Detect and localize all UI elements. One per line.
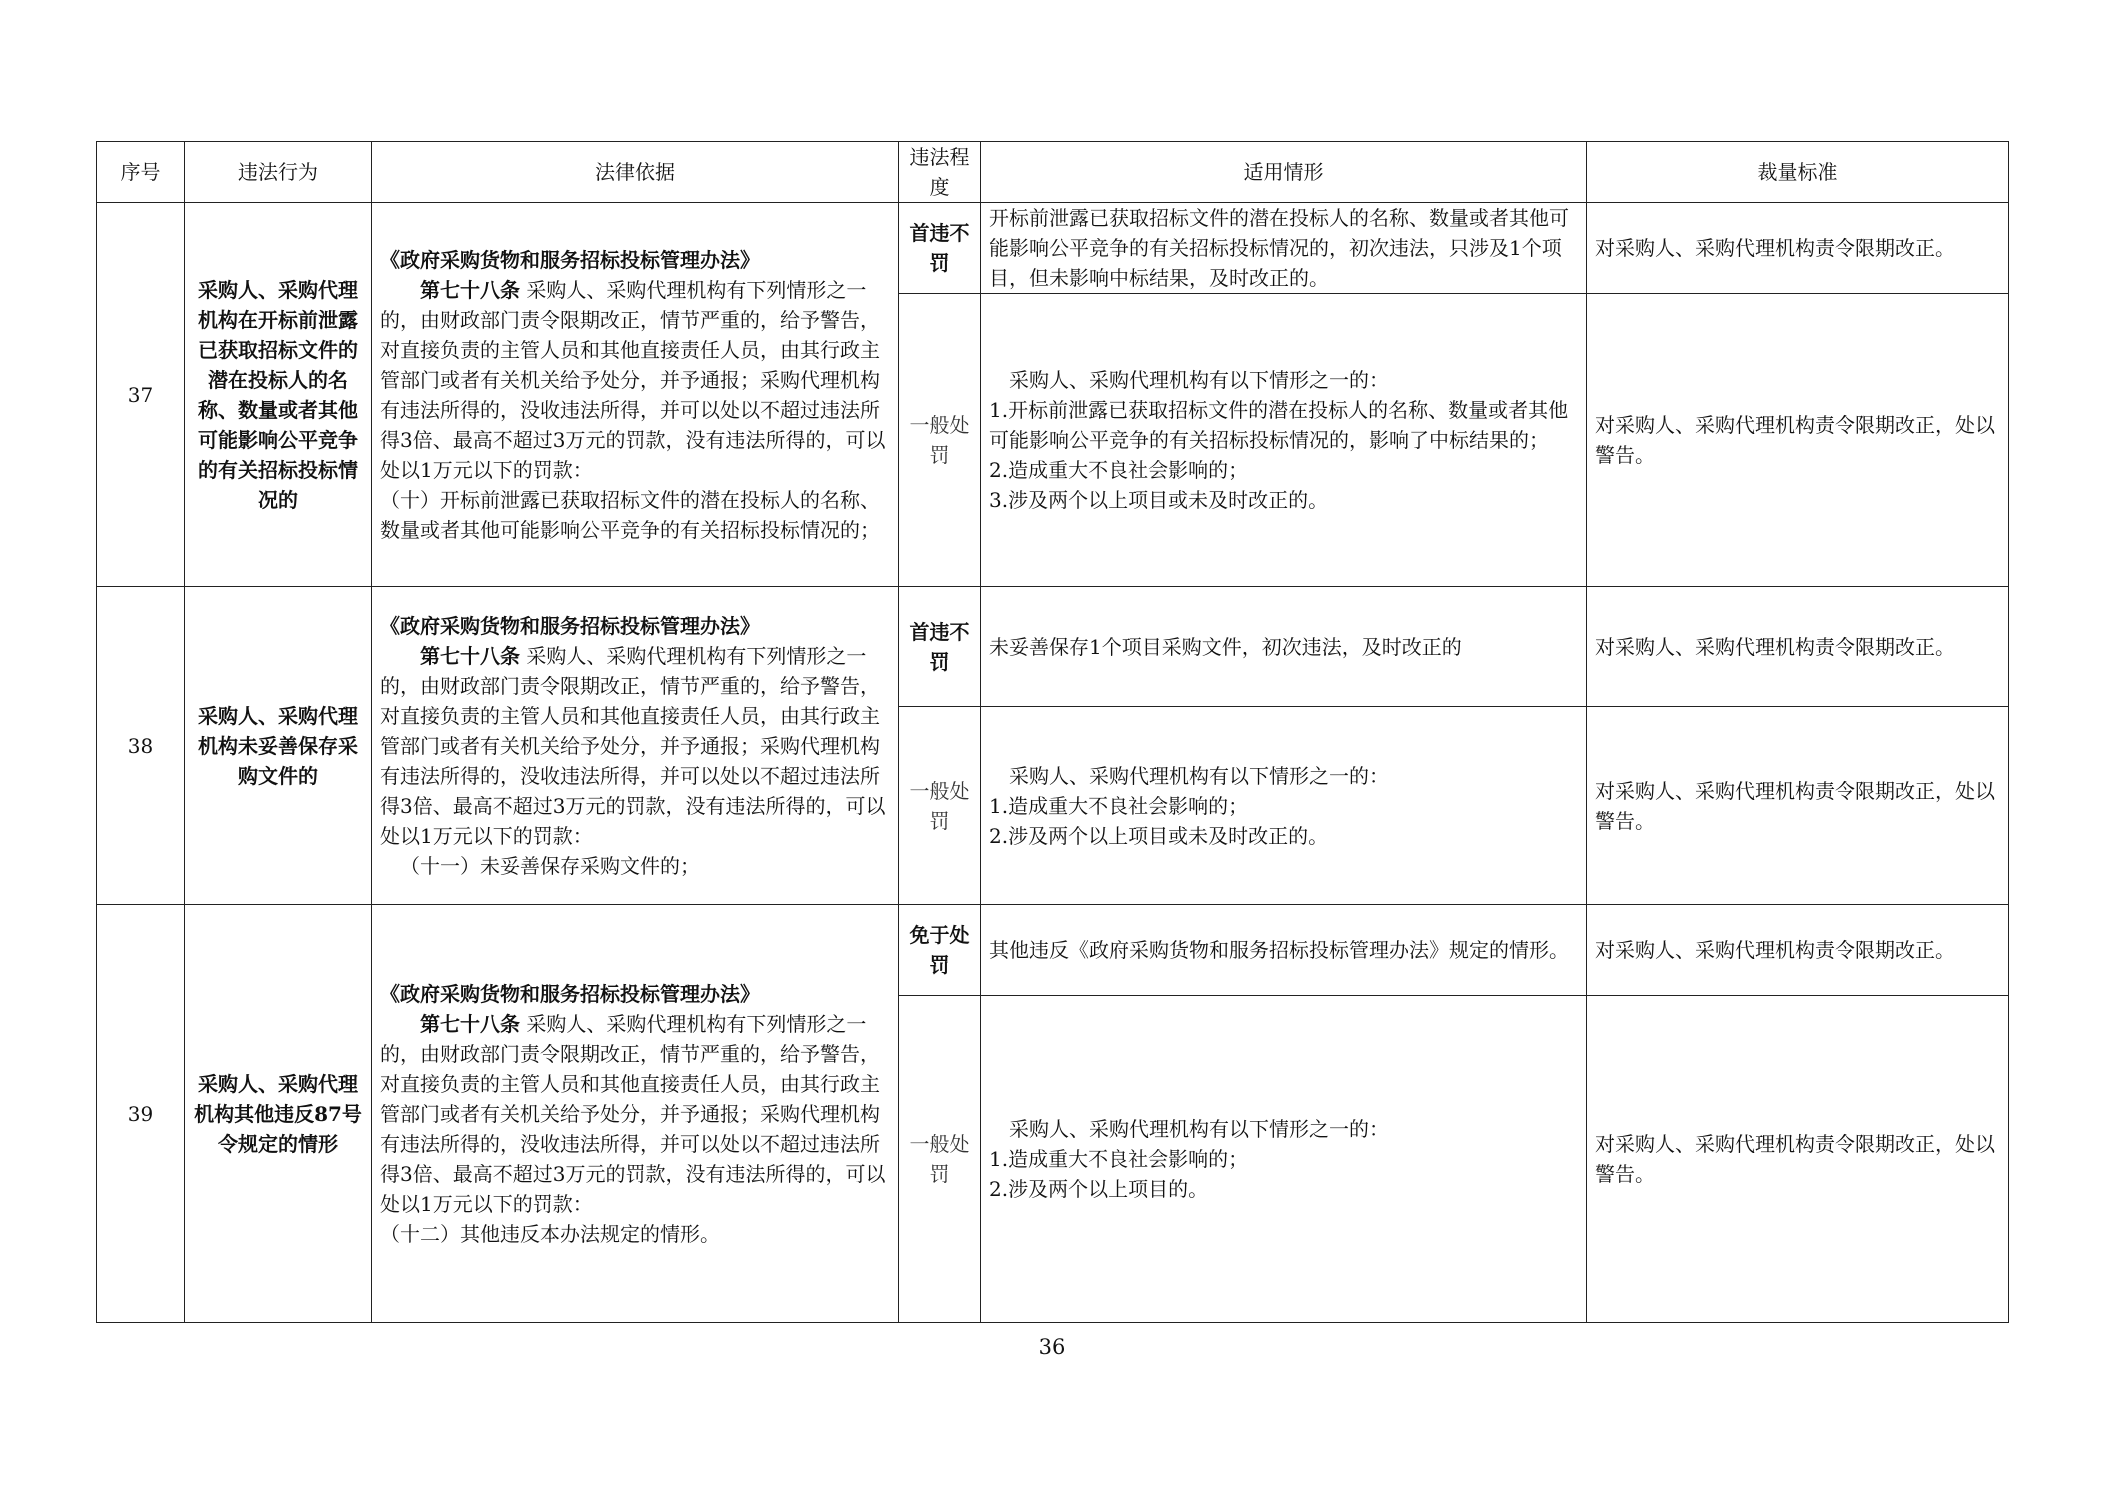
header-degree: 违法程度 xyxy=(899,142,981,203)
article-number: 第七十八条 xyxy=(420,643,520,668)
header-situation: 适用情形 xyxy=(981,142,1587,203)
article-clause: （十二）其他违反本办法规定的情形。 xyxy=(380,1221,720,1246)
situation-line: 2.涉及两个以上项目的。 xyxy=(989,1177,1209,1201)
situation-line: 未妥善保存1个项目采购文件，初次违法，及时改正的 xyxy=(989,634,1462,659)
header-seq: 序号 xyxy=(97,142,185,203)
row-seq: 38 xyxy=(97,587,185,905)
article-body xyxy=(380,1009,890,1219)
standard-text: 对采购人、采购代理机构责令限期改正，处以警告。 xyxy=(1587,294,2009,587)
situation-text xyxy=(981,905,1587,996)
row-violation: 采购人、采购代理机构在开标前泄露已获取招标文件的潜在投标人的名称、数量或者其他可能影响公平竞争的有关招标投标情况的 xyxy=(185,203,372,587)
law-title: 《政府采购货物和服务招标投标管理办法》 xyxy=(380,981,760,1006)
row-violation: 采购人、采购代理机构其他违反87号令规定的情形 xyxy=(185,905,372,1323)
situation-text xyxy=(981,203,1587,294)
article-body xyxy=(380,275,890,485)
degree-exempt: 免于处罚 xyxy=(899,905,981,996)
standard-text: 对采购人、采购代理机构责令限期改正。 xyxy=(1587,905,2009,996)
degree-general: 一般处罚 xyxy=(899,996,981,1323)
row-seq: 39 xyxy=(97,905,185,1323)
situation-line: 开标前泄露已获取招标文件的潜在投标人的名称、数量或者其他可能影响公平竞争的有关招标投标情况的，初次违法，只涉及1个项目，但未影响中标结果，及时改正的。 xyxy=(989,206,1569,290)
situation-line: 1.造成重大不良社会影响的； xyxy=(989,1147,1249,1171)
row-legal-basis xyxy=(372,587,899,905)
table-row xyxy=(97,905,2009,996)
header-standard: 裁量标准 xyxy=(1587,142,2009,203)
header-basis: 法律依据 xyxy=(372,142,899,203)
standard-text: 对采购人、采购代理机构责令限期改正。 xyxy=(1587,203,2009,294)
row-legal-basis xyxy=(372,203,899,587)
table-row xyxy=(97,587,2009,707)
degree-first-offense: 首违不罚 xyxy=(899,203,981,294)
table-row xyxy=(97,203,2009,294)
article-clause: （十一）未妥善保存采购文件的； xyxy=(400,853,700,878)
situation-line: 采购人、采购代理机构有以下情形之一的： xyxy=(1009,763,1389,788)
situation-text xyxy=(981,996,1587,1323)
situation-line: 采购人、采购代理机构有以下情形之一的： xyxy=(1009,368,1389,392)
situation-line: 2.涉及两个以上项目或未及时改正的。 xyxy=(989,823,1329,848)
situation-text xyxy=(981,707,1587,905)
header-row xyxy=(97,142,2009,203)
header-act: 违法行为 xyxy=(185,142,372,203)
penalty-discretion-table xyxy=(96,141,2009,1323)
row-legal-basis xyxy=(372,905,899,1323)
row-violation: 采购人、采购代理机构未妥善保存采购文件的 xyxy=(185,587,372,905)
degree-general: 一般处罚 xyxy=(899,294,981,587)
law-title: 《政府采购货物和服务招标投标管理办法》 xyxy=(380,613,760,638)
article-number: 第七十八条 xyxy=(420,1011,520,1036)
article-text: 采购人、采购代理机构有下列情形之一的，由财政部门责令限期改正，情节严重的，给予警告，对直接负责的主管人员和其他直接责任人员，由其行政主管部门或者有关机关给予处分，并予通报；采购代理机构有违法所得的，没收违法所得，并可以处以不超过违法所得3倍、最高不超过3万元的罚款，没有违法所得的，可以处以1万元以下的罚款： xyxy=(380,643,886,848)
situation-line: 1.开标前泄露已获取招标文件的潜在投标人的名称、数量或者其他可能影响公平竞争的有关招标投标情况的，影响了中标结果的； xyxy=(989,398,1569,452)
situation-line: 采购人、采购代理机构有以下情形之一的： xyxy=(1009,1117,1389,1141)
article-text: 采购人、采购代理机构有下列情形之一的，由财政部门责令限期改正，情节严重的，给予警告，对直接负责的主管人员和其他直接责任人员，由其行政主管部门或者有关机关给予处分，并予通报；采购代理机构有违法所得的，没收违法所得，并可以处以不超过违法所得3倍、最高不超过3万元的罚款，没有违法所得的，可以处以1万元以下的罚款： xyxy=(380,277,886,482)
row-seq: 37 xyxy=(97,203,185,587)
article-clause: （十）开标前泄露已获取招标文件的潜在投标人的名称、数量或者其他可能影响公平竞争的有关招标投标情况的； xyxy=(380,487,880,542)
page-number: 36 xyxy=(1038,1335,1066,1359)
situation-text xyxy=(981,587,1587,707)
article-number: 第七十八条 xyxy=(420,277,520,302)
article-body xyxy=(380,641,890,851)
standard-text: 对采购人、采购代理机构责令限期改正，处以警告。 xyxy=(1587,996,2009,1323)
law-title: 《政府采购货物和服务招标投标管理办法》 xyxy=(380,247,760,272)
situation-line: 其他违反《政府采购货物和服务招标投标管理办法》规定的情形。 xyxy=(989,938,1569,962)
degree-general: 一般处罚 xyxy=(899,707,981,905)
situation-line: 1.造成重大不良社会影响的； xyxy=(989,793,1249,818)
standard-text: 对采购人、采购代理机构责令限期改正。 xyxy=(1587,587,2009,707)
article-text: 采购人、采购代理机构有下列情形之一的，由财政部门责令限期改正，情节严重的，给予警告，对直接负责的主管人员和其他直接责任人员，由其行政主管部门或者有关机关给予处分，并予通报；采购代理机构有违法所得的，没收违法所得，并可以处以不超过违法所得3倍、最高不超过3万元的罚款，没有违法所得的，可以处以1万元以下的罚款： xyxy=(380,1011,886,1216)
standard-text: 对采购人、采购代理机构责令限期改正，处以警告。 xyxy=(1587,707,2009,905)
degree-first-offense: 首违不罚 xyxy=(899,587,981,707)
situation-line: 2.造成重大不良社会影响的； xyxy=(989,458,1249,482)
situation-line: 3.涉及两个以上项目或未及时改正的。 xyxy=(989,488,1329,512)
situation-text xyxy=(981,294,1587,587)
